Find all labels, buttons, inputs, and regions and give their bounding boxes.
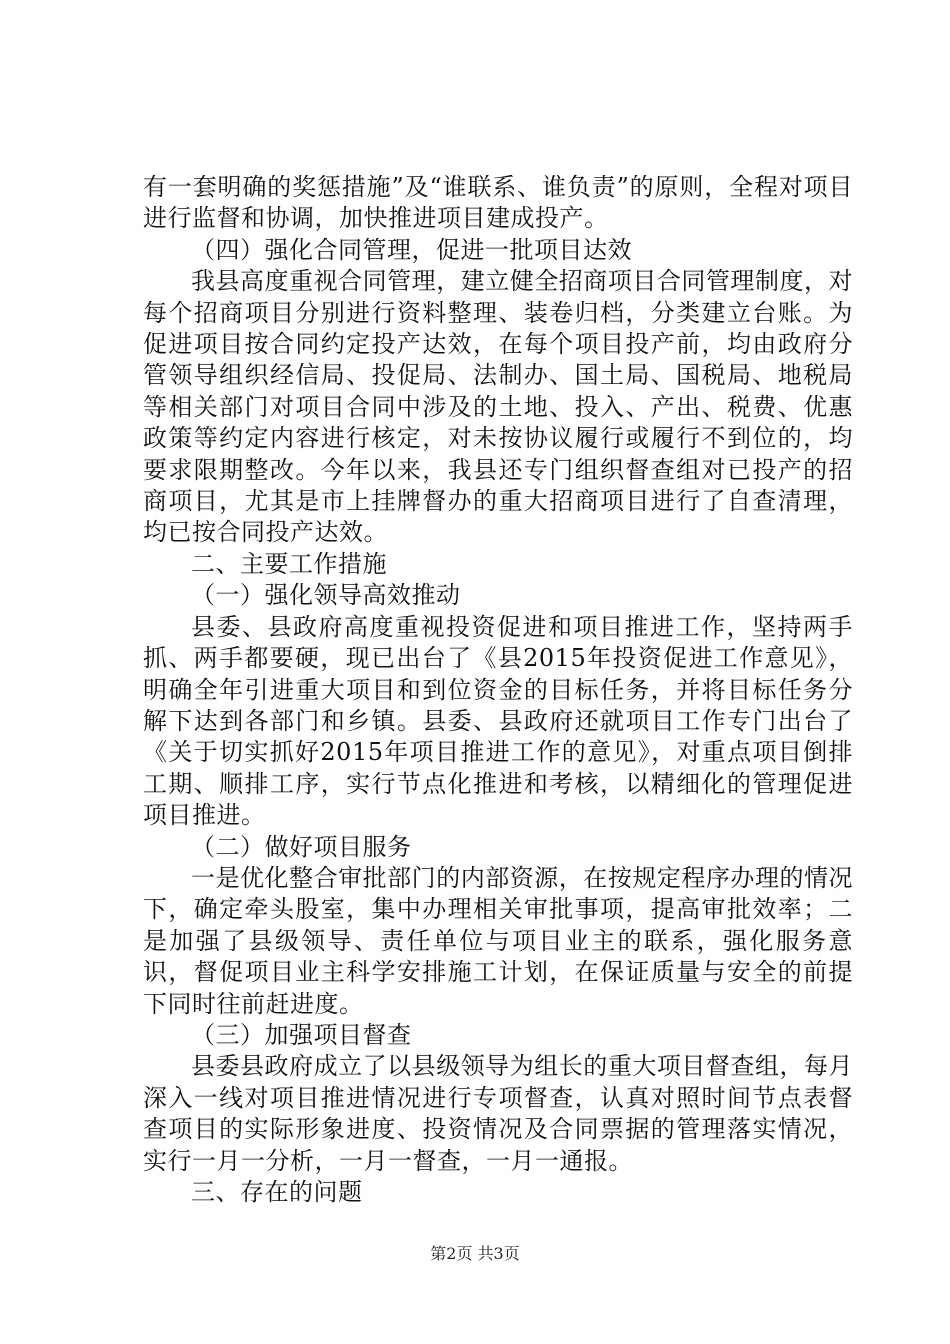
section-heading-1: （一）强化领导高效推动 [191,581,461,610]
section-heading-4: （四）强化合同管理，促进一批项目达效 [191,235,632,264]
section-heading-problems: 三、存在的问题 [191,1178,363,1206]
section-heading-3: （三）加强项目督查 [191,1020,412,1049]
section-heading-main-measures: 二、主要工作措施 [191,549,387,578]
paragraph-project-service: 一是优化整合审批部门的内部资源，在按规定程序办理的情况下，确定牵头股室，集中办理相关审批事项，提高审批效率；二是加强了县级领导、责任单位与项目业主的联系，强化服务意识，督促项目业主科学安排施工计划，在保证质量与安全的前提下同时往前赶进度。 [143,863,853,1018]
section-heading-2: （二）做好项目服务 [191,832,412,861]
paragraph-leadership: 县委、县政府高度重视投资促进和项目推进工作，坚持两手抓、两手都要硬，现已出台了《县2015年投资促进工作意见》，明确全年引进重大项目和到位资金的目标任务，并将目标任务分解下达到各部门和乡镇。县委、县政府还就项目工作专门出台了《关于切实抓好2015年项目推进工作的意见》，对重点项目倒排工期、顺排工序，实行节点化推进和考核，以精细化的管理促进项目推进。 [143,612,853,830]
paragraph-project-inspection: 县委县政府成立了以县级领导为组长的重大项目督查组，每月深入一线对项目推进情况进行专项督查，认真对照时间节点表督查项目的实际形象进度、投资情况及合同票据的管理落实情况，实行一月一分析，一月一督查，一月一通报。 [143,1052,853,1175]
document-body [143,172,853,1208]
paragraph-contract-management: 我县高度重视合同管理，建立健全招商项目合同管理制度，对每个招商项目分别进行资料整理、装卷归档，分类建立台账。为促进项目按合同约定投产达效，在每个项目投产前，均由政府分管领导组织经信局、投促局、法制办、国土局、国税局、地税局等相关部门对项目合同中涉及的土地、投入、产出、税费、优惠政策等约定内容进行核定，对未按协议履行或履行不到位的，均要求限期整改。今年以来，我县还专门组织督查组对已投产的招商项目，尤其是市上挂牌督办的重大招商项目进行了自查清理，均已按合同投产达效。 [143,267,853,547]
page-footer: 第2页 共3页 [430,1244,520,1263]
paragraph-continuation: 有一套明确的奖惩措施”及“谁联系、谁负责”的原则，全程对项目进行监督和协调，加快推进项目建成投产。 [143,173,853,233]
